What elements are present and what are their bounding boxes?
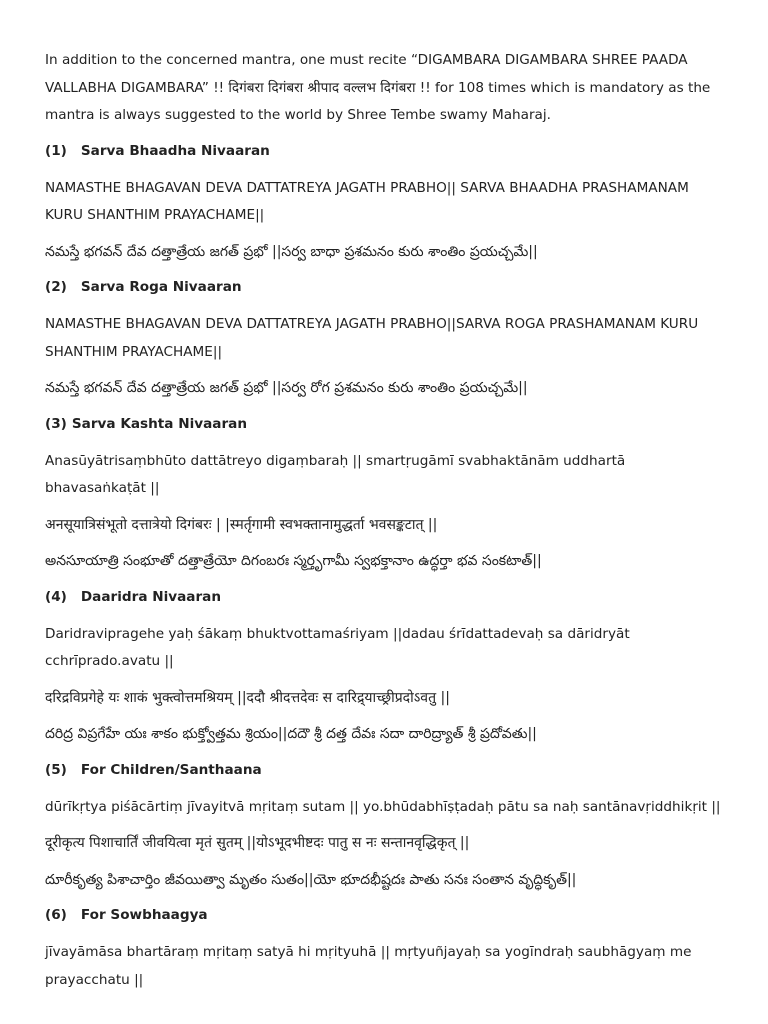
mantra-devanagari: अनसूयात्रिसंभूतो दत्तात्रेयो दिगंबरः | |स्मर्तृगामी स्वभक्तानामुद्धर्ता भवसङ्कटात् || <box>45 516 438 533</box>
section-title: For Children/Santhaana <box>80 761 262 778</box>
mantra-roman: NAMASTHE BHAGAVAN DEVA DATTATREYA JAGATH PRABHO||SARVA ROGA PRASHAMANAM KURU SHANTHIM PRAYACHAME|| <box>45 316 699 360</box>
section-title: Sarva Kashta Nivaaran <box>71 415 248 432</box>
mantra-roman: Daridravipragehe yaḥ śākaṃ bhuktvottamaśriyam ||dadau śrīdattadevaḥ sa dāridryāt cchrīprado.avatu || <box>45 625 630 669</box>
intro-paragraph: In addition to the concerned mantra, one must recite “DIGAMBARA DIGAMBARA SHREE PAADA VALLABHA DIGAMBARA” !! दिगंबरा दिगंबरा श्रीपाद वल्लभ दिगंबरा !! for 108 times which is mandatory as the mantra is always suggested to the world by Shree Tembe swamy Maharaj. <box>45 52 711 123</box>
section-title: Sarva Roga Nivaaran <box>80 279 242 295</box>
section-children <box>45 760 728 895</box>
mantra-roman: jīvayāmāsa bhartāraṃ mṛitaṃ satyā hi mṛityuhā || mṛtyuñjayaḥ sa yogīndraḥ saubhāgyaṃ me prayacchatu || <box>45 944 692 988</box>
mantra-devanagari: दरिद्रविप्रगेहे यः शाकं भुक्त्वोत्तमश्रियम् ||ददौ श्रीदत्तदेवः स दारिद्र्याच्छ्रीप्रदोऽवतु || <box>45 689 450 706</box>
section-heading <box>45 587 728 607</box>
mantra-telugu: నమస్తే భగవన్ దేవ దత్తాత్రేయ జగత్ ప్రభో ||సర్వ బాధా ప్రశమనం కురు శాంతిం ప్రయచ్చమే|| <box>45 243 538 260</box>
mantra-telugu: నమస్తే భగవన్ దేవ దత్తాత్రేయ జగత్ ప్రభో ||సర్వ రోగ ప్రశమనం కురు శాంతిం ప్రయచ్చమే|| <box>45 380 528 396</box>
mantra-devanagari: दूरीकृत्य पिशाचार्तिं जीवयित्वा मृतं सुतम् ||योऽभूदभीष्टदः पातु स नः सन्तानवृद्धिकृत् || <box>45 835 470 851</box>
mantra-telugu: దూరీకృత్య పిశాచార్తిం జీవయిత్వా మృతం సుతం||యో భూదభీష్టదః పాతు సనః సంతాన వృద్ధికృత్|| <box>45 871 577 888</box>
section-title: Sarva Bhaadha Nivaaran <box>80 142 270 159</box>
section-number: (2) <box>45 279 67 295</box>
section-title: For Sowbhaagya <box>80 907 208 923</box>
section-number: (6) <box>45 907 67 923</box>
section-number: (4) <box>45 588 67 605</box>
section-heading <box>45 905 728 925</box>
section-heading <box>45 141 728 161</box>
section-heading <box>45 414 728 434</box>
section-sarva-bhaadha <box>45 141 728 267</box>
mantra-telugu: అనసూయాత్రి సంభూతో దత్తాత్రేయో దిగంబరః స్మర్తృగామీ స్వభక్తానాం ఉద్ధర్తా భవ సంకటాత్|| <box>45 553 542 569</box>
section-heading <box>45 760 728 780</box>
mantra-roman: dūrīkṛtya piśācārtiṃ jīvayitvā mṛitaṃ sutam || yo.bhūdabhīṣṭadaḥ pātu sa naḥ santānavṛiddhikṛit || <box>45 798 721 815</box>
section-sowbhaagya <box>45 905 728 994</box>
section-number: (3) <box>45 415 67 432</box>
section-number: (5) <box>45 761 67 778</box>
section-title: Daaridra Nivaaran <box>80 588 222 605</box>
section-heading <box>45 277 728 297</box>
mantra-roman: NAMASTHE BHAGAVAN DEVA DATTATREYA JAGATH PRABHO|| SARVA BHAADHA PRASHAMANAM KURU SHANTHIM PRAYACHAME|| <box>45 179 689 223</box>
section-daaridra <box>45 587 728 749</box>
section-number: (1) <box>45 142 67 159</box>
section-sarva-kashta <box>45 414 728 576</box>
mantra-telugu: దరిద్ర విప్రగేహే యః శాకం భుక్త్వోత్తమ శ్రియం||దదౌ శ్రీ దత్త దేవః సదా దారిద్ర్యాత్ శ్రీ ప్రదోవతు|| <box>45 726 537 742</box>
mantra-roman: Anasūyātrisaṃbhūto dattātreyo digaṃbaraḥ || smartṛugāmī svabhaktānām uddhartā bhavasaṅkaṭāt || <box>45 452 626 496</box>
section-sarva-roga <box>45 277 728 403</box>
